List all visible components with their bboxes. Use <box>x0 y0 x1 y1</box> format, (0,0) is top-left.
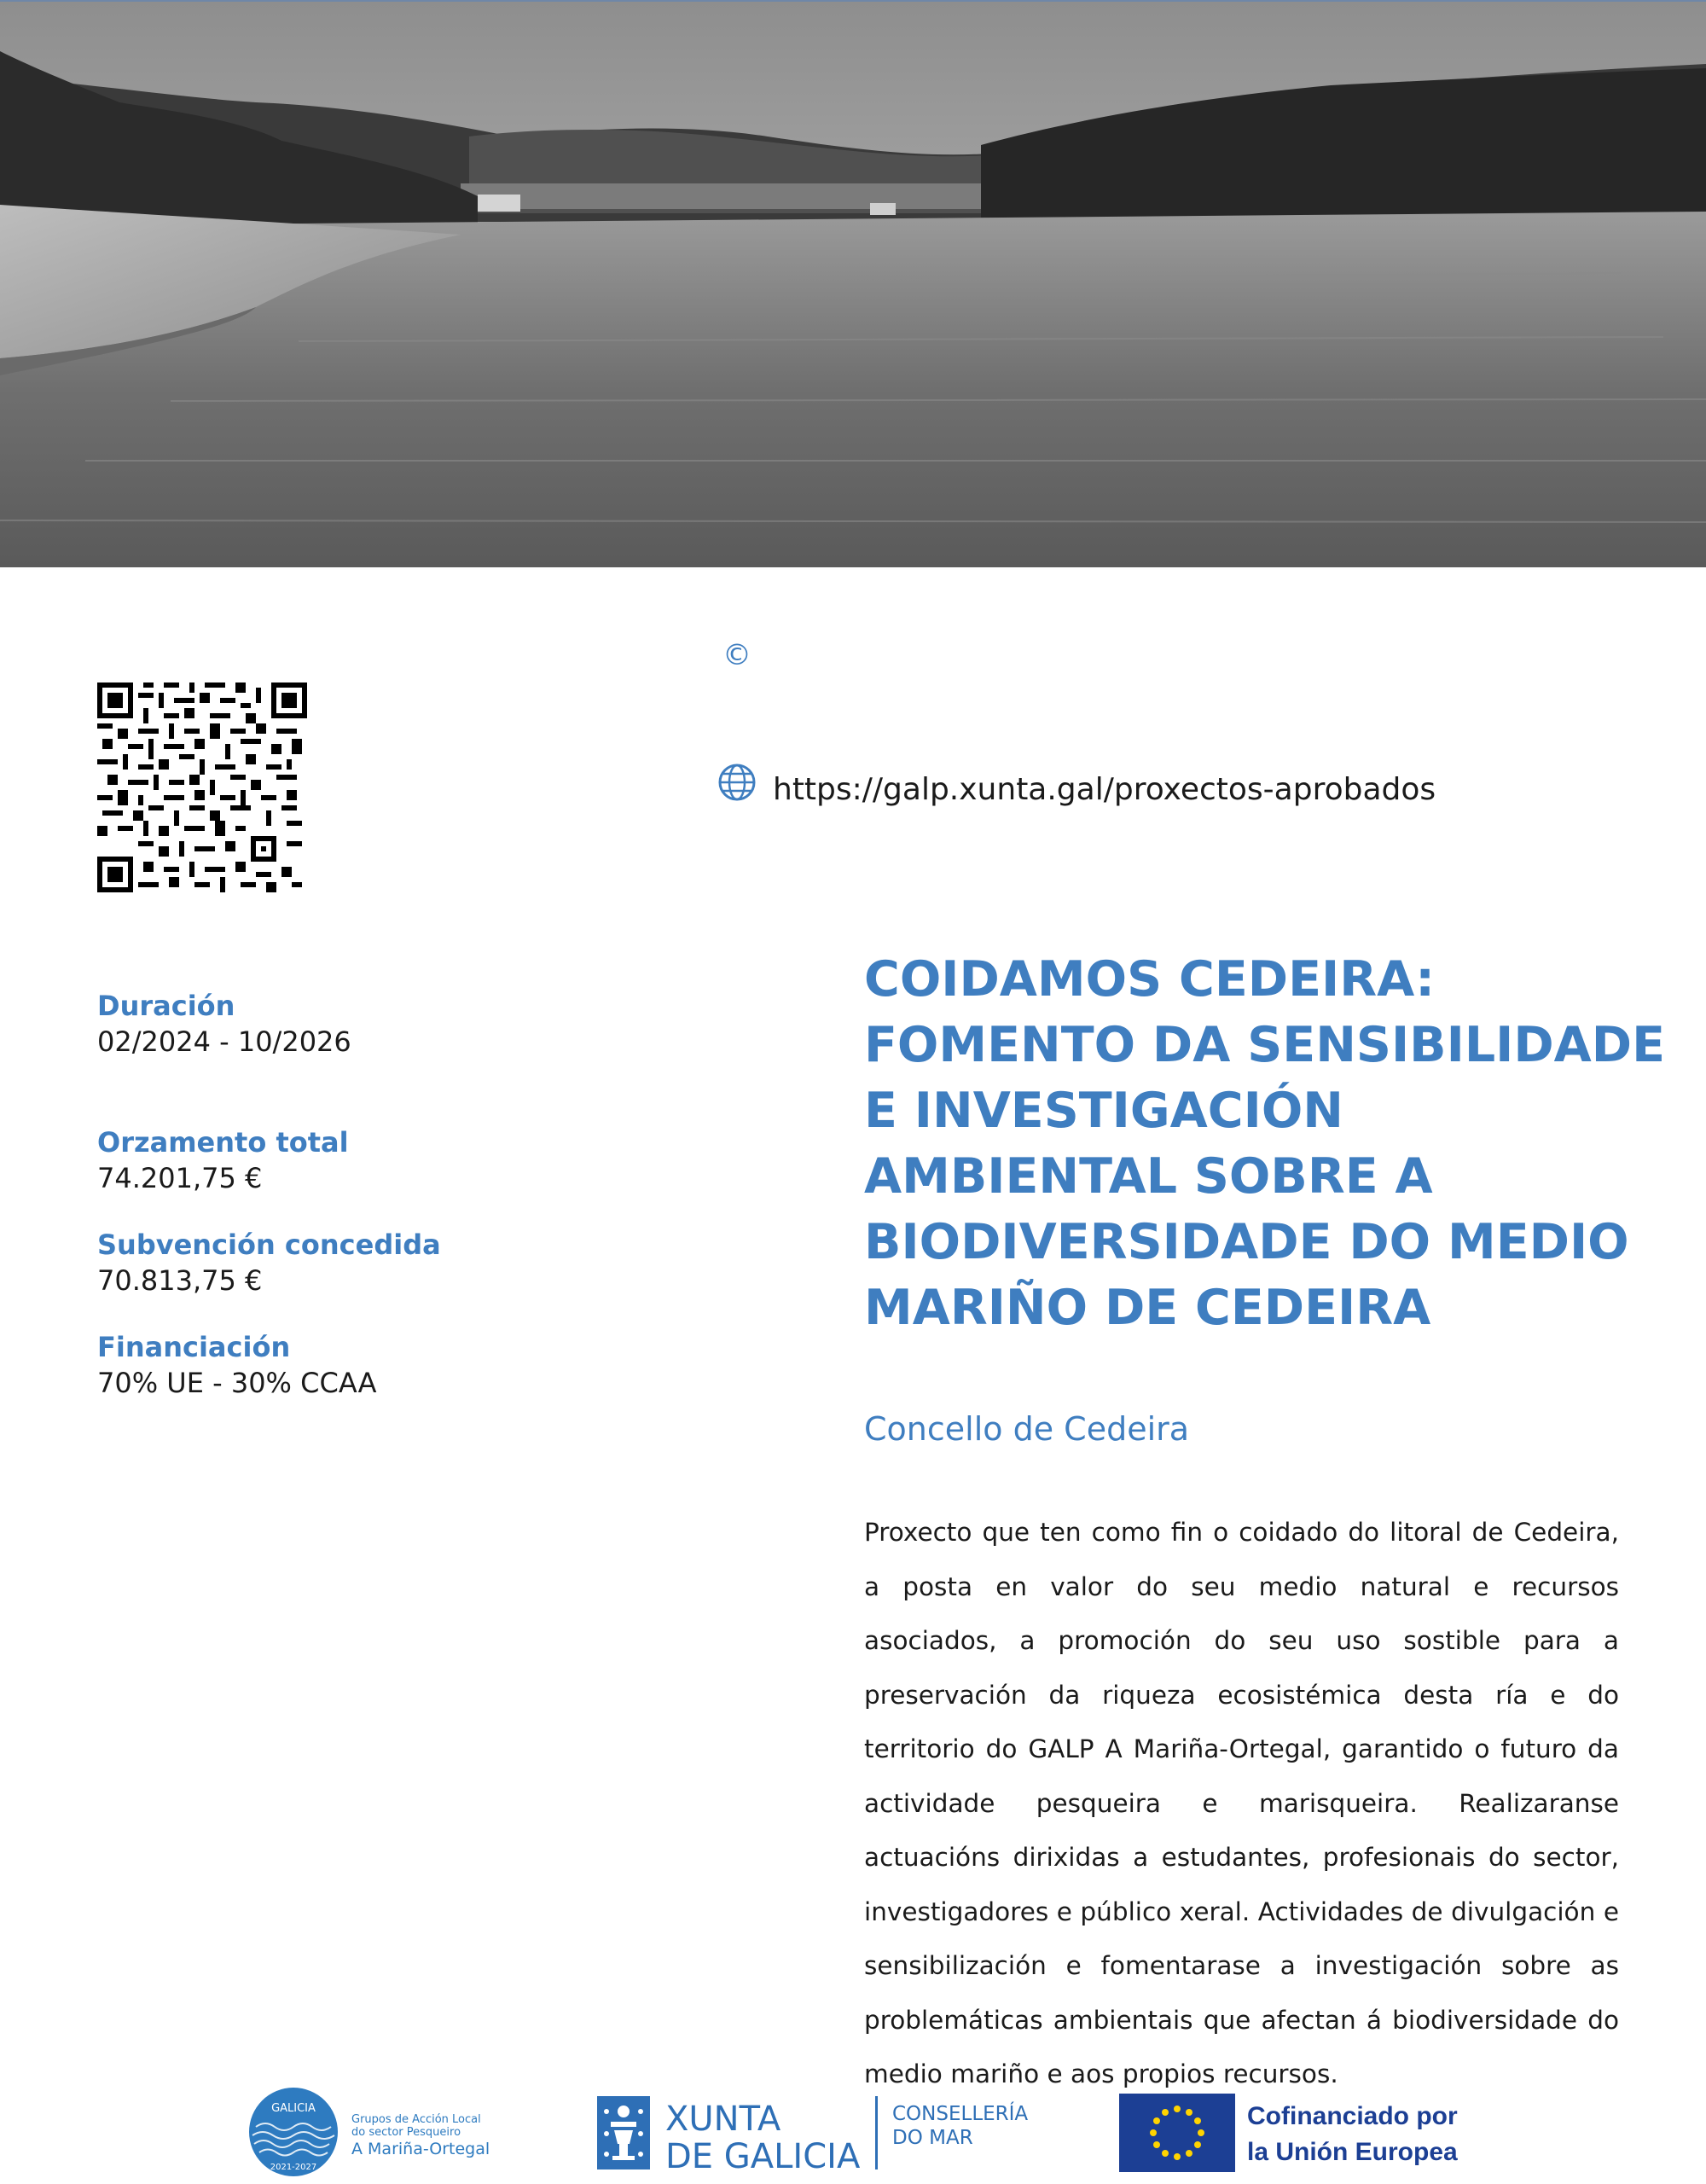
project-promoter: Concello de Cedeira <box>864 1410 1190 1448</box>
total-budget-label: Orzamento total <box>97 1126 349 1159</box>
galp-logo <box>247 2086 520 2178</box>
eu-line2: la Unión Europea <box>1247 2138 1458 2166</box>
duration-label: Duración <box>97 990 235 1022</box>
xunta-dept2: DO MAR <box>892 2127 973 2149</box>
funding-block <box>97 1329 694 1401</box>
xunta-logo <box>597 2093 1058 2174</box>
duration-block <box>97 988 694 1060</box>
galp-line1: Grupos de Acción Local <box>351 2113 481 2126</box>
galp-line3: A Mariña-Ortegal <box>351 2140 490 2158</box>
project-description: Proxecto que ten como fin o coidado do litoral de Cedeira, a posta en valor do seu medio natural e recursos asociados, a promoción do seu uso sostible para a preservación da riqueza ecosistémica desta ría e do territorio do GALP A Mariña-Ortegal, garantido o futuro da actividade pesqueira e marisqueira. Realizaranse actuacións dirixidas a estudantes, profesionais do sector, investigadores e público xeral. Actividades de divulgación e sensibilización e fomentarase a investigación sobre as problemáticas ambientais que afectan á biodiversidade do medio mariño e aos propios recursos. <box>864 1518 1619 2088</box>
copyright-icon: © <box>722 638 751 672</box>
xunta-dept1: CONSELLERÍA <box>892 2103 1029 2125</box>
grant-value: 70.813,75 € <box>97 1264 263 1297</box>
eu-cofunded-logo <box>1119 2092 1563 2174</box>
top-border-line <box>0 0 1706 2</box>
xunta-line1: XUNTA <box>665 2100 781 2139</box>
eu-line1: Cofinanciado por <box>1247 2102 1458 2130</box>
xunta-line2: DE GALICIA <box>665 2137 861 2174</box>
galp-badge-bottom: 2021-2027 <box>270 2163 317 2172</box>
galp-line2: do sector Pesqueiro <box>351 2126 461 2139</box>
galp-badge-top: GALICIA <box>271 2102 316 2115</box>
hero-photo <box>0 0 1706 567</box>
project-title: COIDAMOS CEDEIRA: FOMENTO DA SENSIBILIDADE E INVESTIGACIÓN AMBIENTAL SOBRE A BIODIVERSIDADE DO MEDIO MARIÑO DE CEDEIRA <box>864 951 1666 1336</box>
total-budget-block <box>97 1124 694 1196</box>
funding-label: Financiación <box>97 1331 291 1363</box>
qr-code[interactable] <box>97 682 307 892</box>
duration-value: 02/2024 - 10/2026 <box>97 1025 351 1058</box>
website-link[interactable]: https://galp.xunta.gal/proxectos-aprobados <box>773 772 1436 807</box>
total-budget-value: 74.201,75 € <box>97 1162 263 1194</box>
grant-block <box>97 1227 694 1298</box>
globe-icon <box>717 762 757 803</box>
hero-photo-illustration <box>0 0 1706 567</box>
funding-value: 70% UE - 30% CCAA <box>97 1367 377 1399</box>
grant-label: Subvención concedida <box>97 1228 441 1261</box>
